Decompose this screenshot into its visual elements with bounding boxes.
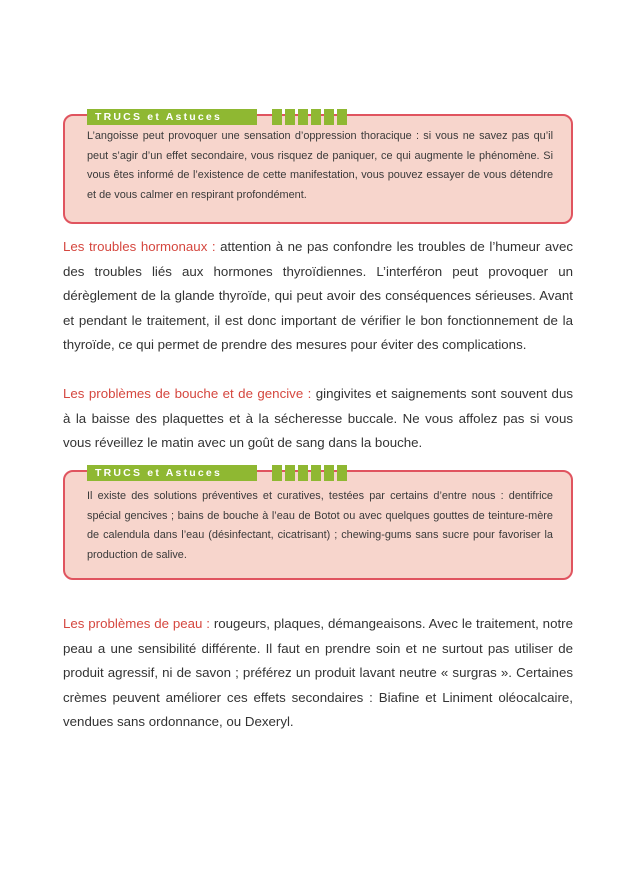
tip-bar [337,109,347,125]
tip-bar [298,465,308,481]
tip-tab-label: TRUCS et Astuces [95,467,222,479]
tip-decorative-bars [272,109,347,125]
tip-text: L’angoisse peut provoquer une sensation d’oppression thoracique : si vous ne savez pas qu’il peut s’agir d’un effet secondaire, vous risquez de paniquer, ce qui augmente le phénomène. Si vous êtes informé de l’existence de cette manifestation, vous pouvez essayer de vous détendre et de vous calmer en respirant profondément. [87,130,553,201]
section-text: gingivites et saignements sont souvent dus à la baisse des plaquettes et à la sécheresse buccale. Ne vous affolez pas si vous vous réveillez le matin avec un goût de sang dans la bouche. [63,386,573,451]
tip-box-gums [63,467,573,580]
paragraph-skin-problems [63,612,573,735]
tip-bar [298,109,308,125]
section-lead: Les problèmes de bouche et de gencive : [63,386,312,401]
section-lead: Les problèmes de peau : [63,616,210,631]
tip-bar [311,465,321,481]
tip-bar [311,109,321,125]
tip-bar [285,465,295,481]
paragraph-mouth-gum-problems [63,382,573,456]
tip-bar [337,465,347,481]
section-text: rougeurs, plaques, démangeaisons. Avec le traitement, notre peau a une sensibilité différente. Il faut en prendre soin et ne surtout pas utiliser de produit agressif, ni de savon ; préférez un produit lavant neutre « surgras ». Certaines crèmes peuvent améliorer ces effets secondaires : Biafine et Liniment oléocalcaire, vendues sans ordonnance, ou Dexeryl. [63,616,573,730]
tip-bar [324,109,334,125]
section-text: attention à ne pas confondre les troubles de l’humeur avec des troubles liés aux hormones thyroïdiennes. L’interféron peut provoquer un dérèglement de la glande thyroïde, qui peut avoir des conséquences sérieuses. Avant et pendant le traitement, il est donc important de vérifier le bon fonctionnement de la thyroïde, ce qui permet de prendre des mesures pour éviter des complications. [63,239,573,353]
tip-bar [285,109,295,125]
tip-bar [324,465,334,481]
tip-box-anxiety [63,111,573,224]
tip-tab-label: TRUCS et Astuces [95,111,222,123]
tip-text: Il existe des solutions préventives et curatives, testées par certains d’entre nous : dentifrice spécial gencives ; bains de bouche à l’eau de Botot ou avec quelques gouttes de teinture-mère de calendula dans l’eau (désinfectant, cicatrisant) ; chewing-gums sans sucre pour favoriser la production de salive. [87,490,553,561]
tip-bar [272,109,282,125]
tip-tab [87,465,257,481]
section-lead: Les troubles hormonaux : [63,239,216,254]
tip-decorative-bars [272,465,347,481]
paragraph-hormonal-troubles [63,235,573,358]
tip-tab [87,109,257,125]
tip-bar [272,465,282,481]
